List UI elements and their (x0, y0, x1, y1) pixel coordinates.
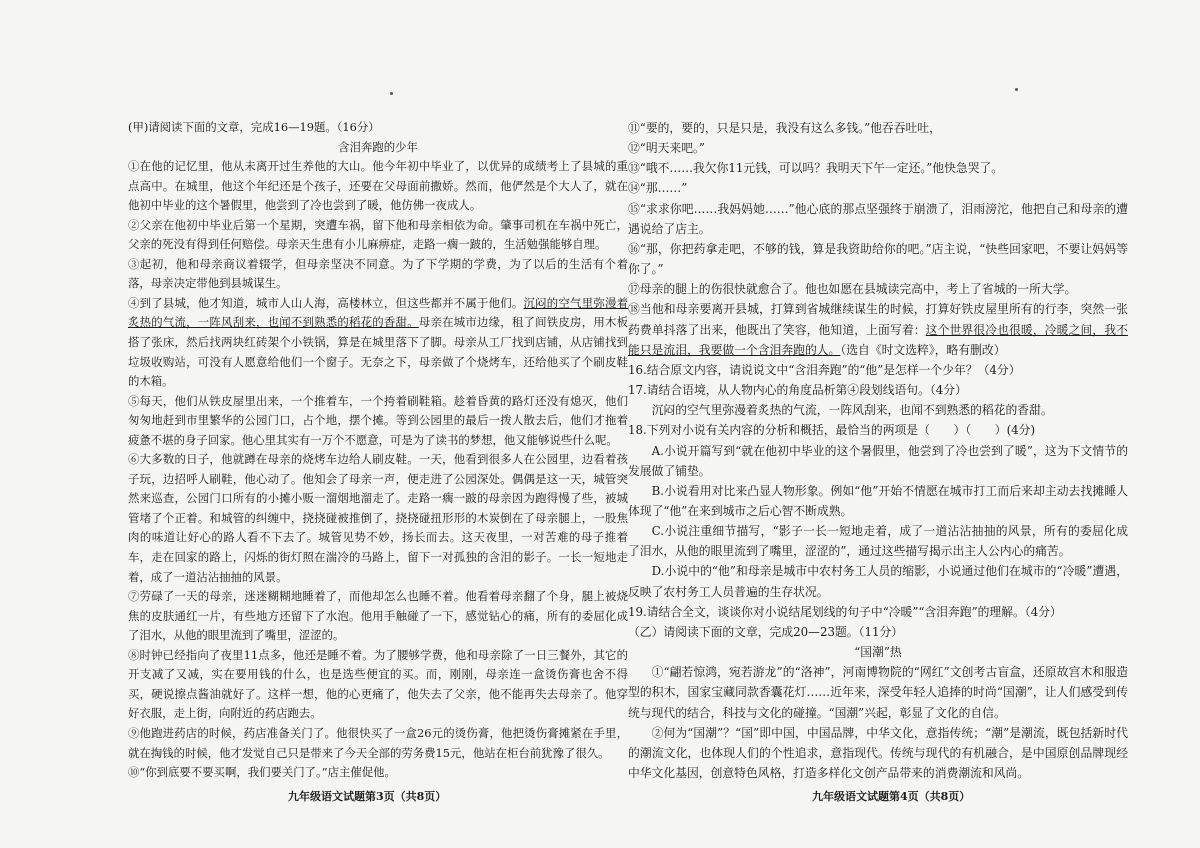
option-b: B.小说看用对比来凸显人物形象。例如“他”开始不情愿在城市打工而后来却主动去找摊睡人体现了“他”在来到城市之后心智不断成熟。 (628, 483, 1128, 518)
paragraph: ⑬“哦不……我欠你11元钱，可以吗？我明天下午一定还。”他快急哭了。 (628, 161, 1004, 176)
section-heading: (甲)请阅读下面的文章，完成16—19题。（16分） (128, 120, 380, 134)
scan-speck (390, 92, 393, 95)
paragraph-text: ⑱当他和母亲要离开县城，打算到省城继续谋生的时候，打算好铁皮屋里所有的行李，突然一张药费单抖落了出来，他既出了笑容，他知道，上面写着： (628, 302, 1128, 337)
underlined-sentence: 这个世界很冷也很暖，冷暖之间，我不能只是流泪，我要做一个含泪奔跑的人。 (628, 322, 1128, 357)
page-footer: 九年级语文试题第3页（共8页） (288, 790, 447, 803)
left-page (128, 118, 628, 783)
paragraph: ①在他的记忆里，他从未离开过生养他的大山。他今年初中毕业了，以优异的成绩考上了县城的重点高中。在城里，他这个年纪还是个孩子，还要在父母面前撒娇。然而，他俨然是个大人了，就在他初中毕业的这个暑假里，他尝到了冷也尝到了暖，他仿佛一夜成人。 (128, 159, 628, 213)
paragraph: ⑤每天，他们从铁皮屋里出来，一个推着车，一个挎着刷鞋箱。趁着昏黄的路灯还没有熄灭，他们匆匆地赶到市里繁华的公园门口，占个地，摆个摊。等到公园里的最后一拨人散去后，他们才拖着疲惫不堪的身子回家。他心里其实有一万个不愿意，可是为了读书的梦想，他又能够说些什么呢。 (128, 393, 628, 447)
scan-speck (1015, 88, 1018, 91)
paragraph: ⑪“要的，要的，只是只是，我没有这么多钱。”他吞吞吐吐， (628, 121, 941, 135)
question-17: 17.请结合语境，从人物内心的角度品析第④段划线语句。（4分） (628, 383, 967, 398)
paragraph: ⑥大多数的日子，他就蹲在母亲的烧烤车边给人刷皮鞋。一天，他看到很多人在公园里，边看着孩子玩，边招呼人刷鞋，他心动了。他知会了母亲一声，便走进了公园深处。偶偶是这一天，城管突然来巡查，公园门口所有的小摊小贩一溜烟地溜走了。走路一瘸一跛的母亲因为跑得慢了些，被城管堵了个正着。和城管的纠缠中，挠挠碰被推倒了，挠挠碰扭形形的木炭倒在了母亲腿上，一股焦肉的味道让好心的路人看不下去了。城管见势不妙，扬长而去。这天夜里，一对苦难的母子推着车，走在回家的路上，闪烁的街灯照在湍冷的马路上，留下一对孤独的含泪的影子。一长一短地走着，成了一道沾沾抽抽的风景。 (128, 452, 628, 584)
paragraph: ③起初，他和母亲商议着辍学，但母亲坚决不同意。为了下学期的学费，为了以后的生活有个着落，母亲决定带他到县城谋生。 (128, 256, 628, 291)
question-17-quote: 沉闷的空气里弥漫着炙热的气流，一阵风刮来，也闻不到熟悉的稻花的香甜。 (651, 403, 1053, 418)
paragraph: ⑧时钟已经指向了夜里11点多，他还是睡不着。为了腰够学费，他和母亲除了一日三餐外，其它的开支减了又减，实在要用钱的什么，也是选些便宜的买。而，刚刚，母亲连一盒烫伤膏也舍不得买，硬说擦点酱油就好了。这样一想，他的心更痛了，他失去了父亲，他不能再失去母亲了。他穿好衣服，走上街，向附近的药店跑去。 (128, 647, 628, 721)
right-page (628, 118, 1128, 783)
source-note: （选自《时文选粹》，略有删改） (840, 342, 1006, 357)
paragraph: ⑦劳碌了一天的母亲，迷迷糊糊地睡着了，而他却怎么也睡不着。他看着母亲翻了个身，腿上被烧焦的皮肤通红一片，有些地方还留下了水泡。他用手触碰了一下，感觉钻心的痛，所有的委屈化成了泪水，从他的眼里流到了嘴里，涩涩的。 (128, 589, 628, 643)
section-heading: （乙）请阅读下面的文章，完成20—23题。（11分） (628, 624, 904, 639)
paragraph: ⑯“那，你把药拿走吧，不够的钱，算是我资助给你的吧。”店主说，“快些回家吧，不要让妈妈等你了。” (628, 241, 1128, 277)
question-16: 16.结合原文内容，请说说文中“含泪奔跑”的“他”是怎样一个少年？（4分） (628, 362, 1021, 377)
paragraph-text: 母亲在城市边缘，租了间铁皮房，用木板搭了张床，然后找两块红砖架个小铁锅，算是在城里落下了脚。母亲从工厂找到店铺，从店铺找到垃圾收购站，可没有人愿意给他们一个窗子。无奈之下，母亲做了个烧烤车，还给他买了个刷皮鞋的木箱。 (128, 315, 628, 389)
underlined-sentence: 沉闷的空气里弥漫着炙热的气流，一阵风刮来，也闻不到熟悉的稻花的香甜。 (128, 295, 628, 330)
paragraph (128, 294, 628, 392)
paragraph-text: ④到了县城，他才知道，城市人山人海，高楼林立，但这些都并不属于他们。 (128, 295, 524, 310)
option-a: A.小说开篇写到“就在他初中毕业的这个暑假里，他尝到了冷也尝到了暖”，这为下文情节的发展做了铺垫。 (628, 443, 1128, 478)
page-footer: 九年级语文试题第4页（共8页） (812, 790, 971, 803)
question-19: 19.请结合全文，谈谈你对小说结尾划线的句子中“冷暖”“含泪奔跑”的理解。（4分） (628, 604, 1062, 619)
paragraph: ①“翩若惊鸿，宛若游龙”的“洛神”，河南博物院的“网红”文创考古盲盒，还原故宫木和服造型的积木，国家宝藏同款香囊花灯……近年来，深受年轻人追捧的时尚“国潮”，让人们感受到传统与现代的结合，科技与文化的碰撞。“国潮”兴起，彰显了文化的自信。 (628, 665, 1128, 720)
paragraph: ⑮“求求你吧……我妈妈她……”他心底的那点坚强终于崩溃了，泪雨滂沱，他把自己和母亲的遭遇说给了店主。 (628, 201, 1128, 236)
paragraph: ⑩“你到底要不要买啊，我们要关门了。”店主催促他。 (128, 765, 396, 780)
paragraph: ⑫“明天来吧。” (628, 141, 705, 156)
article-title: 含泪奔跑的少年 (338, 139, 418, 154)
paragraph: ②何为“国潮”？“国”即中国，中国品牌，中华文化，意指传统；“潮”是潮流，既包括新时代的潮流文化，也体现人们的个性追求，意指现代。传统与现代的有机融合，是中国原创品牌现经中华文化基因，创意特色风格，打造多样化文创产品带来的消费潮流和风尚。 (628, 725, 1128, 780)
article-title: “国潮”热 (854, 645, 902, 660)
paragraph: ⑨他跑进药店的时候，药店准备关门了。他很快买了一盒26元的烫伤膏，他把烫伤膏摊紧在手里，就在掏钱的时候，他才发觉自己只是带来了今天全部的劳务费15元，他站在柜台前犹豫了很久。 (128, 725, 628, 760)
option-c: C.小说注重细节描写，“影子一长一短地走着，成了一道沾沾抽抽的风景，所有的委屈化成了泪水，从他的眼里流到了嘴里，涩涩的”，通过这些描写揭示出主人公内心的痛苦。 (628, 524, 1128, 559)
paragraph: ②父亲在他初中毕业后第一个星期，突遭车祸，留下他和母亲相依为命。肇事司机在车祸中死亡，父亲的死没有得到任何赔偿。母亲天生患有小儿麻痹症，走路一瘸一跛的，生活勉强能够自理。 (128, 217, 628, 252)
paragraph (628, 299, 1128, 359)
option-d: D.小说中的“他”和母亲是城市中农村务工人员的缩影，小说通过他们在城市的“冷暖”遭遇，反映了农村务工人员普遍的生存状况。 (628, 564, 1128, 599)
paragraph: ⑰母亲的腿上的伤很快就愈合了。他也如愿在县城读完高中，考上了省城的一所大学。 (628, 282, 1077, 297)
paragraph: ⑭“那……” (628, 181, 688, 196)
question-18: 18.下列对小说有关内容的分析和概括，最恰当的两项是（ ）（ ）(4分) (628, 423, 1036, 438)
